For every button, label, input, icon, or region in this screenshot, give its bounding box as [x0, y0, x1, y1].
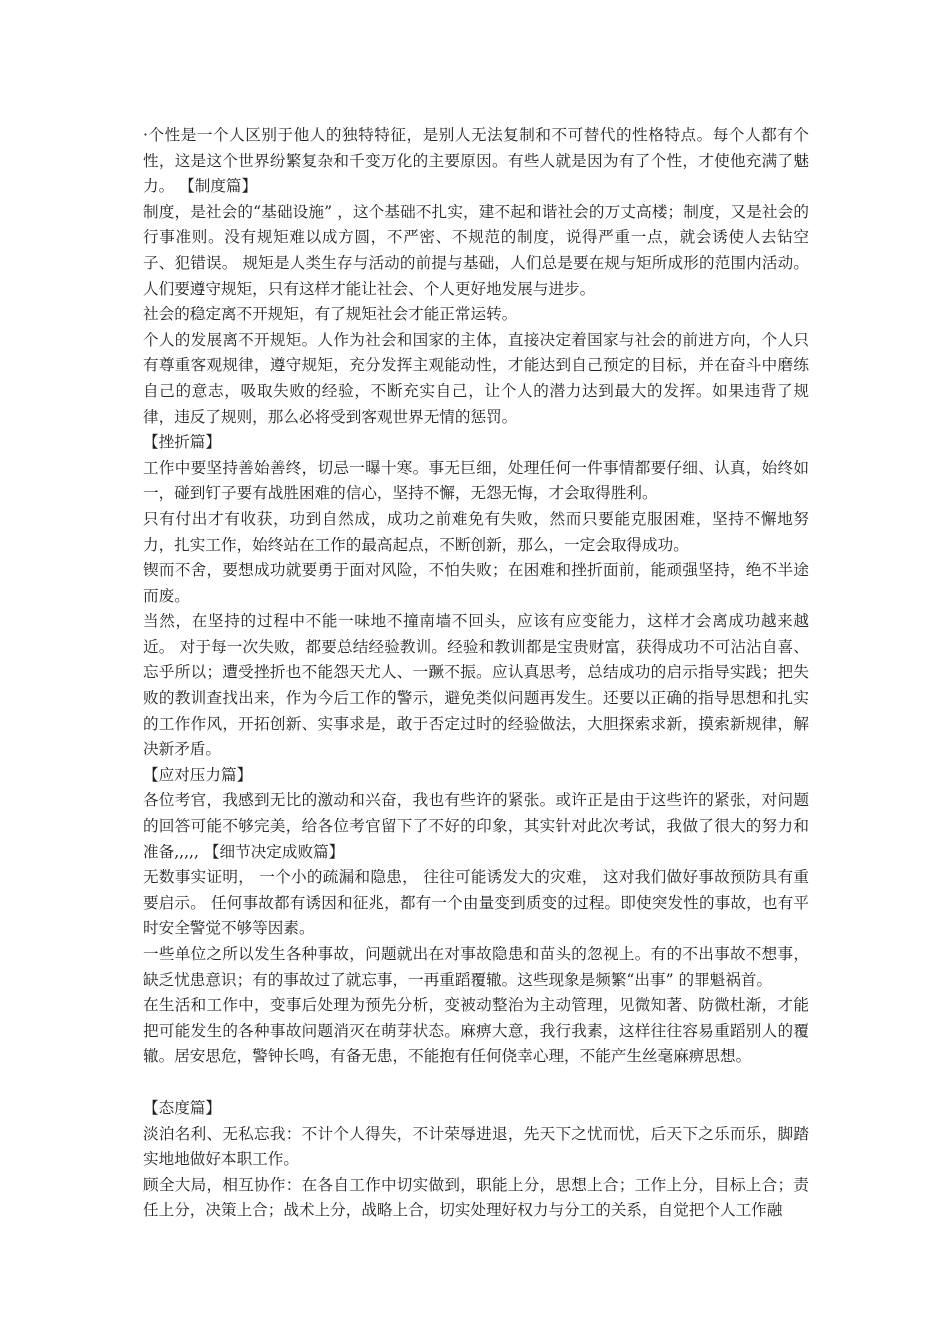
paragraph-adaptability: 当然，在坚持的过程中不能一味地不撞南墙不回头，应该有应变能力，这样才会离成功越来越近。 对于每一次失败，都要总结经验教训。经验和教训都是宝贵财富，获得成功不可沾沾自喜、忘乎所以；遭受挫折也不能怨天尤人、一蹶不振。应认真思考，总结成功的启示指导实践；把失败的教训查找出来，作为今后工作的警示，避免类似问题再发生。还要以正确的指导思想和扎实的工作作风，开拓创新、实事求是，敢于否定过时的经验做法，大胆探索求新，摸索新规律，解决新矛盾。: [143, 612, 809, 759]
paragraph-personal-development: 个人的发展离不开规矩。人作为社会和国家的主体，直接决定着国家与社会的前进方向，个人只有尊重客观规律，遵守规矩，充分发挥主观能动性，才能达到自己预定的目标，并在奋斗中磨练自己的意志，吸取失败的经验，不断充实自己，让个人的潜力达到最大的发挥。如果违背了规律，违反了规则，那么必将受到客观世界无情的惩罚。: [143, 330, 809, 426]
heading-pressure: 【应对压力篇】: [143, 765, 253, 784]
paragraph-perseverance: 锲而不舍，要想成功就要勇于面对风险，不怕失败；在困难和挫折面前，能顽强坚持，绝不半途而废。: [143, 561, 809, 605]
heading-attitude: 【态度篇】: [143, 1098, 221, 1117]
paragraph-system: 制度，是社会的“基础设施” ，这个基础不扎实，建不起和谐社会的万丈高楼；制度，又是社会的行事准则。没有规矩难以成方圆，不严密、不规范的制度，说得严重一点，就会诱使人去钻空子、犯错误。 规矩是人类生存与活动的前提与基础，人们总是要在规与矩所成形的范围内活动。人们要遵守规矩，只有这样才能让社会、个人更好地发展与进步。: [143, 202, 809, 298]
paragraph-personality: ·个性是一个人区别于他人的独特特征，是别人无法复制和不可替代的性格特点。每个人都有个性，这是这个世界纷繁复杂和千变万化的主要原因。有些人就是因为有了个性，才使他充满了魅力。 【制度篇】: [143, 126, 809, 196]
paragraph-prevention: 在生活和工作中，变事后处理为预先分析，变被动整治为主动管理，见微知著、防微杜渐，才能把可能发生的各种事故问题消灭在萌芽状态。麻痹大意，我行我素，这样往往容易重蹈别人的覆辙。居安思危，警钟长鸣，有备无患，不能抱有任何侥幸心理，不能产生丝毫麻痹思想。: [143, 996, 809, 1066]
paragraph-spacer: [143, 1070, 809, 1096]
paragraph-accident-causes: 一些单位之所以发生各种事故，问题就出在对事故隐患和苗头的忽视上。有的不出事故不想事，缺乏忧患意识；有的事故过了就忘事，一再重蹈覆辙。这些现象是频繁“出事” 的罪魁祸首。: [143, 945, 809, 989]
paragraph-persistence: 工作中要坚持善始善终，切忌一曝十寒。事无巨细，处理任何一件事情都要仔细、认真，始终如一，碰到钉子要有战胜困难的信心，坚持不懈，无怨无悔，才会取得胜利。: [143, 458, 809, 503]
heading-setback: 【挫折篇】: [143, 433, 221, 452]
paragraph-cooperation: 顾全大局，相互协作：在各自工作中切实做到，职能上分，思想上合；工作上分，目标上合；责任上分，决策上合；战术上分，战略上合，切实处理好权力与分工的关系，自觉把个人工作融: [143, 1175, 809, 1220]
paragraph-effort: 只有付出才有收获，功到自然成，成功之前难免有失败，然而只要能克服困难，坚持不懈地努力，扎实工作，始终站在工作的最高起点，不断创新，那么，一定会取得成功。: [143, 509, 809, 554]
paragraph-selflessness: 淡泊名利、无私忘我：不计个人得失，不计荣辱进退，先天下之忧而忧，后天下之乐而乐，脚踏实地地做好本职工作。: [143, 1124, 809, 1169]
paragraph-social-stability: 社会的稳定离不开规矩，有了规矩社会才能正常运转。: [143, 305, 518, 324]
paragraph-details: 无数事实证明， 一个小的疏漏和隐患， 往往可能诱发大的灾难， 这对我们做好事故预防具有重要启示。 任何事故都有诱因和征兆，都有一个由量变到质变的过程。即使突发性的事故，也有平时安全警觉不够等因素。: [143, 868, 809, 938]
document-body: [143, 123, 809, 1224]
paragraph-examiners: 各位考官，我感到无比的激动和兴奋，我也有些许的紧张。或许正是由于这些许的紧张，对问题的回答可能不够完美，给各位考官留下了不好的印象，其实针对此次考试，我做了很大的努力和准备,,,,, 【细节决定成败篇】: [143, 791, 809, 861]
